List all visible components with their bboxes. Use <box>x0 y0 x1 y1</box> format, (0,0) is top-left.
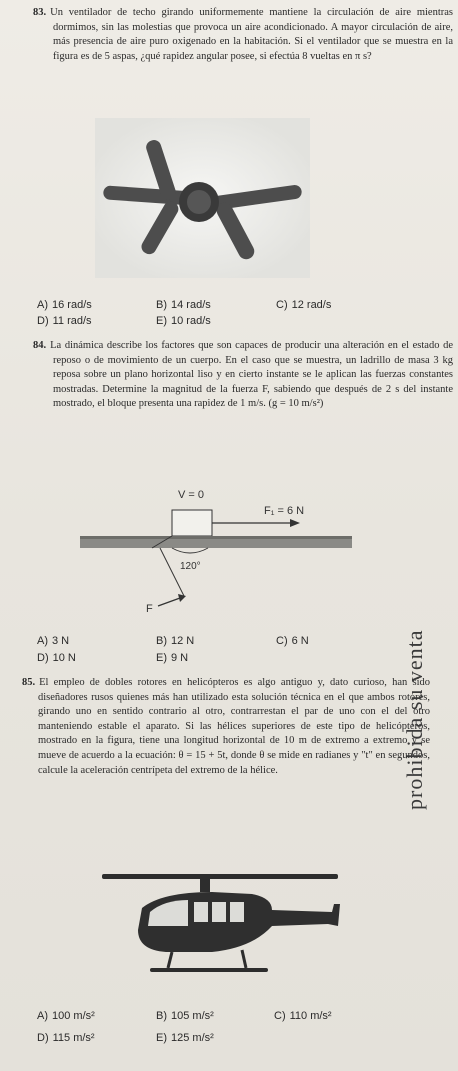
velocity-label: V = 0 <box>178 489 204 501</box>
option-85-b[interactable]: B) 105 m/s² <box>156 1010 214 1022</box>
question-83-number: 83. <box>33 7 47 18</box>
side-window-1 <box>194 902 208 922</box>
brick-block <box>172 510 212 536</box>
option-84-e[interactable]: E) 9 N <box>156 652 189 664</box>
option-85-c[interactable]: C) 110 m/s² <box>274 1010 332 1022</box>
ceiling-fan-figure <box>95 118 310 278</box>
helicopter-figure <box>102 868 342 983</box>
option-85-e[interactable]: E) 125 m/s² <box>156 1032 214 1044</box>
landing-skid <box>150 968 268 972</box>
question-83-text: Un ventilador de techo girando uniformemente mantiene la circulación de aire mientras dormimos, sin las molestias que provoca un aire acondicionado. A mayor circulación de aire, más presencia de aire puro oxigenado en la habitación. Si el ventilador que se muestra en la figura es de 5 aspas, ¿qué rapidez angular posee, si efectúa 8 vueltas en π s? <box>50 7 453 62</box>
option-84-c[interactable]: C) 6 N <box>276 635 309 647</box>
question-84-text: La dinámica describe los factores que son capaces de producir una alteración en el estado de reposo o de movimiento de un cuerpo. En el caso que se muestra, un ladrillo de masa 3 kg reposa sobre un plano horizontal liso y en cierto instante se le aplican las fuerzas constantes mostradas. Determine la magnitud de la fuerza F, sabiendo que después de 2 s del instante mostrado, el bloque presenta una rapidez de 1 m/s. (g = 10 m/s²) <box>50 340 453 410</box>
option-84-a[interactable]: A) 3 N <box>37 635 70 647</box>
side-window-2 <box>212 902 226 922</box>
watermark-text: prohibida su venta <box>402 629 427 810</box>
force-f-label: F <box>146 603 153 615</box>
force-f1-label: F₁ = 6 N <box>264 505 305 517</box>
option-83-a[interactable]: A) 16 rad/s <box>37 299 92 311</box>
option-83-d[interactable]: D) 11 rad/s <box>37 315 92 327</box>
main-rotor <box>102 874 338 879</box>
question-84-number: 84. <box>33 340 47 351</box>
option-85-d[interactable]: D) 115 m/s² <box>37 1032 95 1044</box>
question-85-text: El empleo de dobles rotores en helicópteros es algo antiguo y, dato curioso, han sido diseñadores rusos quienes más han utilizado esta solución técnica en el que ambos rotores, girando uno en sentido contrario al otro, contrarrestan el par de uno con el del otro manteniendo estable el aparato. Si las hélices superiores de este tipo de helicópteros, mostrado en la figura, tiene una longitud horizontal de 10 m de extremo a extremo y se mueve de acuerdo a la ecuación: θ = 15 + 5t, donde θ se mide en radianes y "t" en segundos, calcule la aceleración centrípeta del extremo de la hélice. <box>38 677 430 776</box>
force-f-arrowhead <box>178 594 186 602</box>
option-83-b[interactable]: B) 14 rad/s <box>156 299 211 311</box>
block-forces-figure <box>80 484 360 619</box>
option-84-b[interactable]: B) 12 N <box>156 635 195 647</box>
option-84-d[interactable]: D) 10 N <box>37 652 76 664</box>
force-f-arrow <box>158 598 180 606</box>
fan-hub-cap <box>187 190 211 214</box>
angle-label: 120° <box>180 561 201 572</box>
side-window-3 <box>230 902 244 922</box>
option-83-e[interactable]: E) 10 rad/s <box>156 315 211 327</box>
angle-arc <box>172 548 208 553</box>
option-85-a[interactable]: A) 100 m/s² <box>37 1010 95 1022</box>
question-85-number: 85. <box>22 677 36 688</box>
option-83-c[interactable]: C) 12 rad/s <box>276 299 332 311</box>
force-f1-arrowhead <box>290 519 300 527</box>
rotor-mast <box>200 878 210 892</box>
